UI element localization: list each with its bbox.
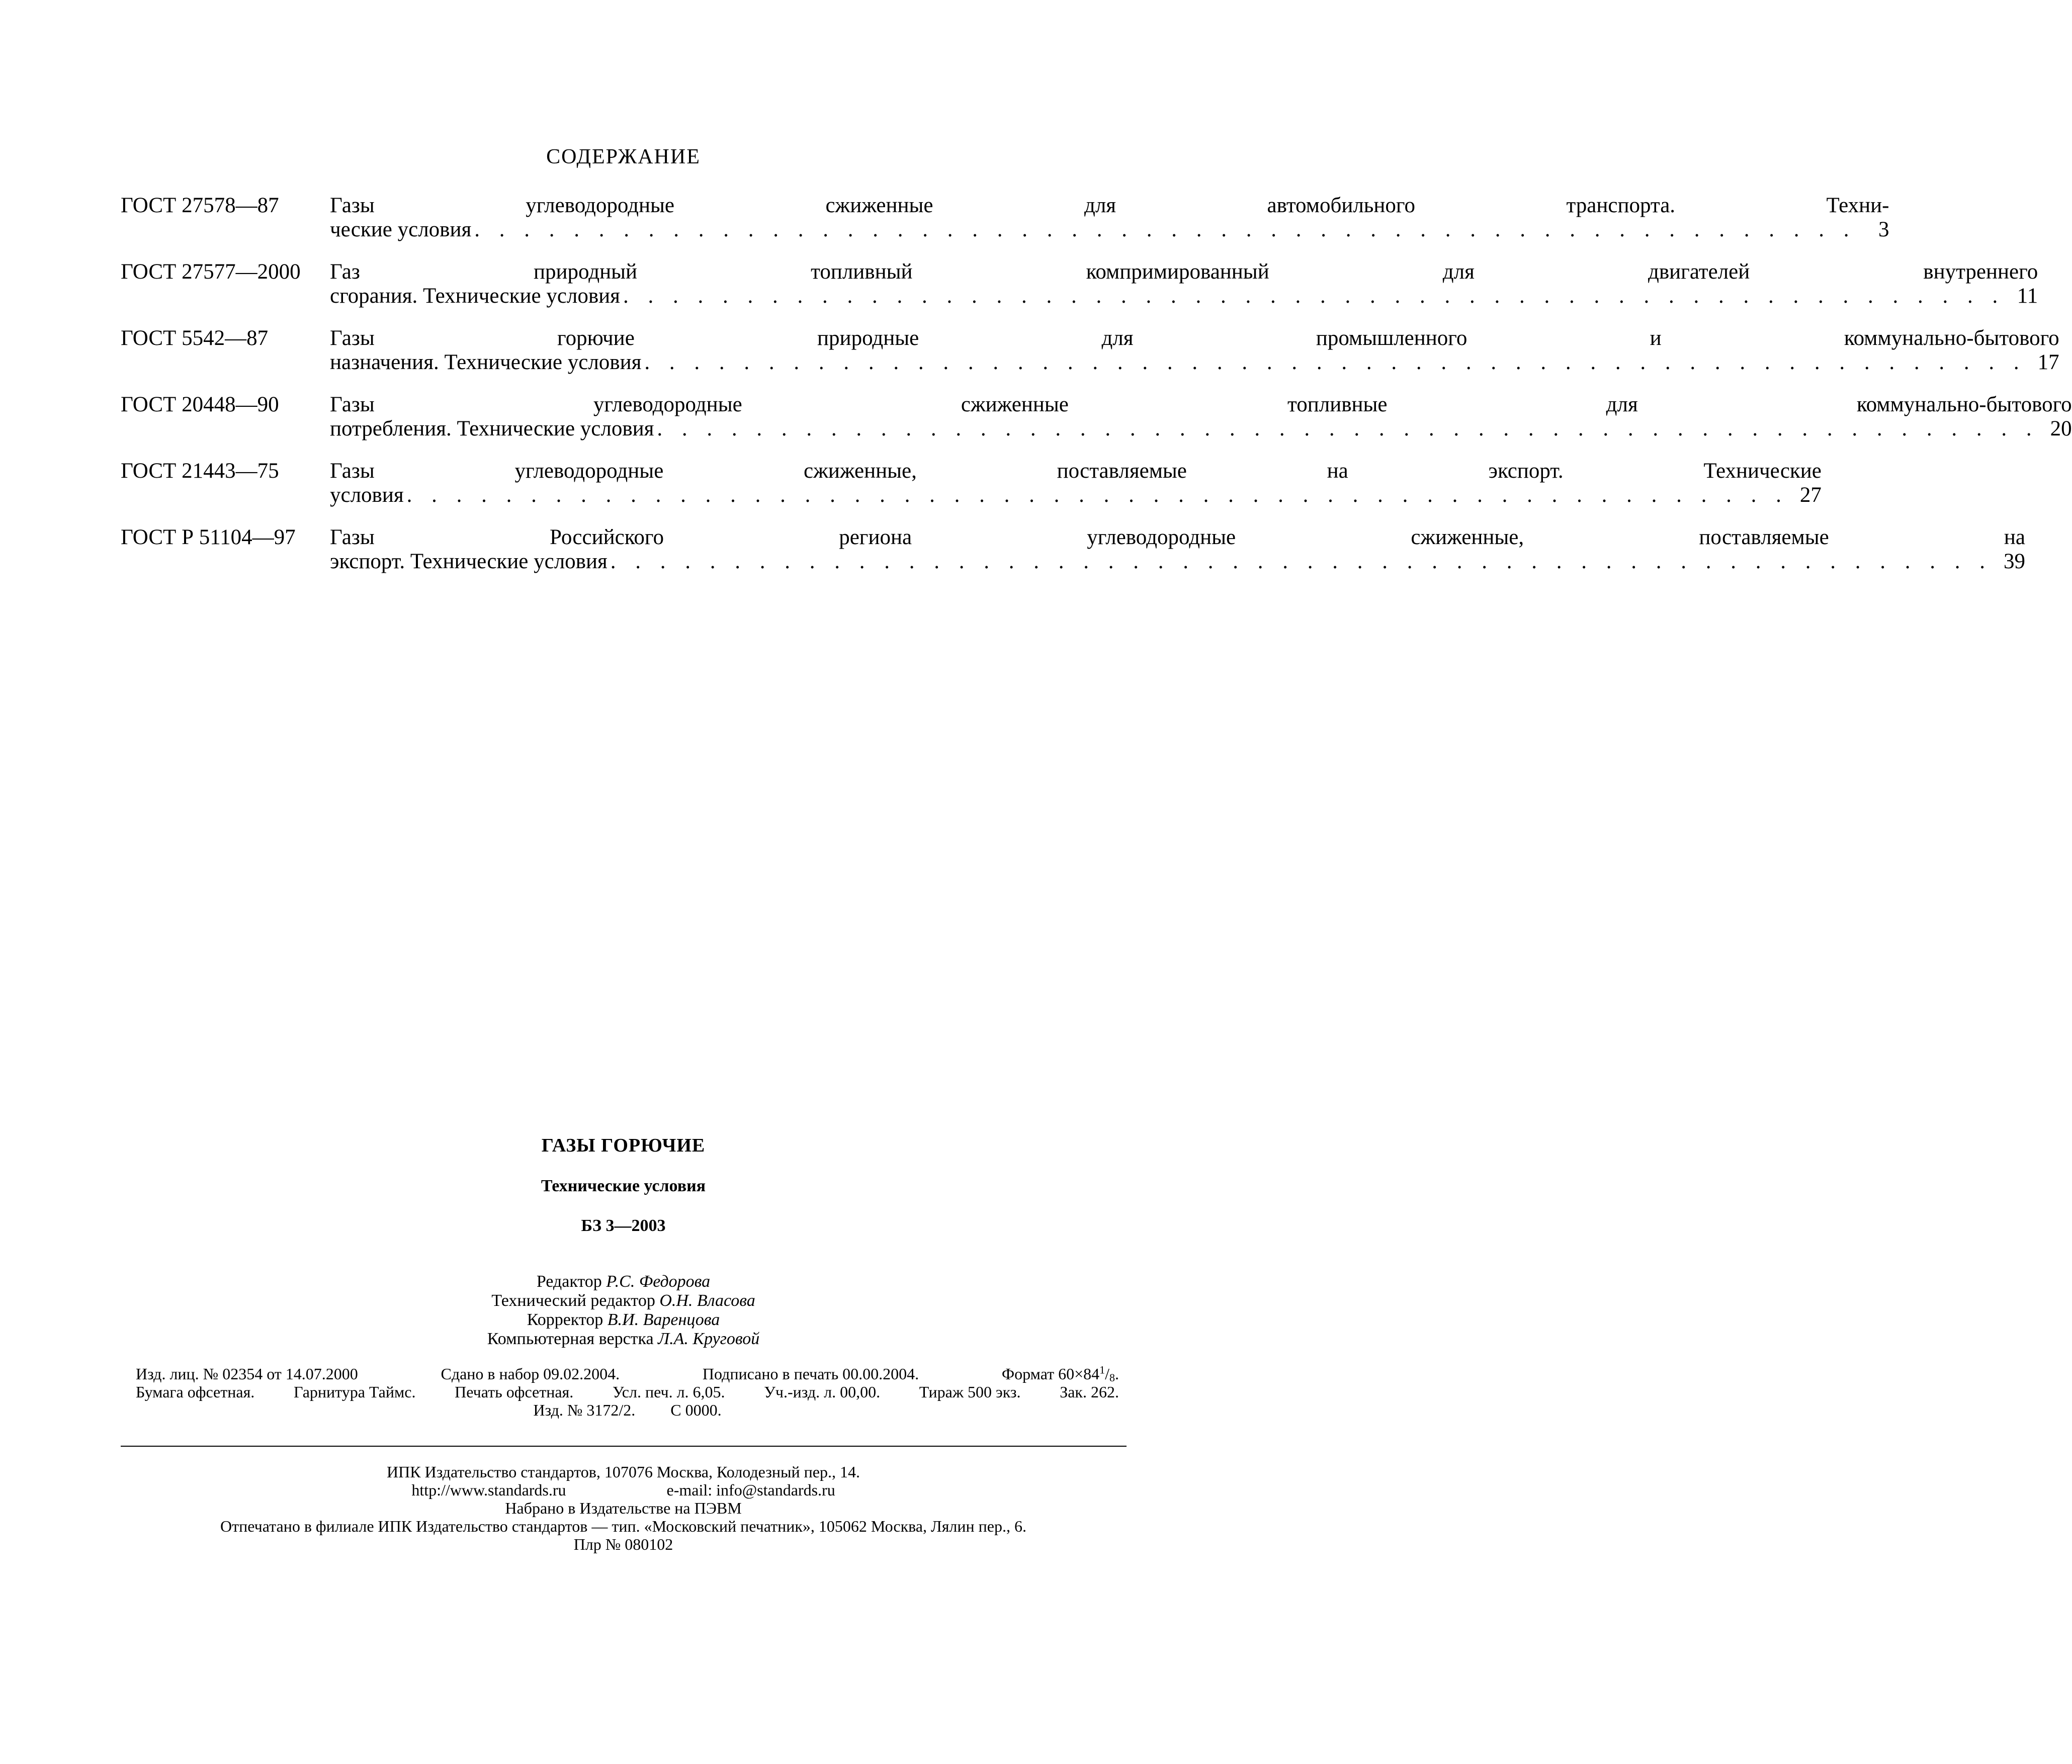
entry-title-last-line bbox=[330, 417, 2072, 441]
dot-leader: . . . . . . . . . . . . . . . . . . . . . . . . . . . . . . . . . . . . . . . . . . . . . . . . . . . . . . . . bbox=[657, 417, 2039, 440]
entry-title-last-line bbox=[330, 284, 2038, 308]
license: Изд. лиц. № 02354 от 14.07.2000 bbox=[136, 1365, 358, 1383]
print-sheets: Усл. печ. л. 6,05. bbox=[612, 1383, 725, 1401]
staff-name: Р.С. Федорова bbox=[606, 1272, 711, 1291]
standard-code: ГОСТ 5542—87 bbox=[121, 326, 269, 350]
page-number: 20 bbox=[2050, 417, 2072, 440]
printing: Печать офсетная. bbox=[455, 1383, 574, 1401]
format-prefix: Формат 60×84 bbox=[1001, 1365, 1100, 1383]
staff-role: Технический редактор bbox=[491, 1291, 655, 1310]
entry-title bbox=[330, 459, 1822, 507]
entry-title bbox=[330, 260, 2038, 308]
contents-entry bbox=[121, 326, 2059, 375]
contents-heading: СОДЕРЖАНИЕ bbox=[546, 145, 701, 168]
staff-row bbox=[0, 1272, 1247, 1291]
circulation: Тираж 500 экз. bbox=[919, 1383, 1021, 1401]
divider bbox=[121, 1446, 1127, 1447]
staff-role: Редактор bbox=[536, 1272, 602, 1291]
entry-title-last-line bbox=[330, 550, 2025, 574]
format-sub: 8 bbox=[1109, 1371, 1115, 1384]
entry-title bbox=[330, 525, 2025, 574]
staff-role: Компьютерная верстка bbox=[487, 1330, 654, 1348]
dot-leader: . . . . . . . . . . . . . . . . . . . . . . . . . . . . . . . . . . . . . . . . . . . . . . . . . . . . . . . . bbox=[623, 284, 2005, 308]
staff-role: Корректор bbox=[527, 1310, 603, 1329]
standard-code: ГОСТ Р 51104—97 bbox=[121, 525, 296, 549]
entry-title-line: Газ природный топливный компримированный для двигателей внутреннего bbox=[330, 260, 2038, 284]
publication-row bbox=[136, 1365, 1119, 1383]
staff-list bbox=[0, 1272, 1247, 1349]
c-code: С 0000. bbox=[670, 1401, 722, 1419]
imprint-subtitle: Технические условия bbox=[541, 1177, 706, 1195]
paper: Бумага офсетная. bbox=[136, 1383, 255, 1401]
printer-info bbox=[0, 1463, 1247, 1553]
publication-row bbox=[136, 1383, 1119, 1401]
publisher-address: ИПК Издательство стандартов, 107076 Москва, Колодезный пер., 14. bbox=[387, 1463, 860, 1481]
staff-name: О.Н. Власова bbox=[659, 1291, 755, 1310]
entry-title-last-line bbox=[330, 483, 1822, 507]
format: Формат $60\times 84^1/8$. bbox=[1001, 1363, 1119, 1384]
dot-leader: . . . . . . . . . . . . . . . . . . . . . . . . . . . . . . . . . . . . . . . . . . . . . . . . . . . . . . . . bbox=[474, 218, 1856, 241]
edition-number: Изд. № 3172/2. bbox=[533, 1401, 636, 1419]
staff-name: В.И. Варенцова bbox=[607, 1310, 720, 1329]
imprint-code: БЗ 3—2003 bbox=[581, 1216, 666, 1235]
entry-title bbox=[330, 393, 2072, 441]
entry-title-last-line bbox=[330, 218, 1889, 242]
page-number: 27 bbox=[1799, 483, 1822, 507]
entry-title-last-line bbox=[330, 350, 2059, 375]
typeset-date: Сдано в набор 09.02.2004. bbox=[441, 1365, 620, 1383]
contents-entry bbox=[121, 525, 2026, 574]
entry-title-line: сгорания. Технические условия bbox=[330, 284, 620, 308]
standard-code: ГОСТ 27578—87 bbox=[121, 194, 279, 217]
page-number: 11 bbox=[2017, 284, 2038, 308]
page-number: 39 bbox=[2004, 550, 2026, 573]
contents-entry bbox=[121, 194, 1889, 242]
staff-name: Л.А. Круговой bbox=[658, 1330, 760, 1348]
contents-entry bbox=[121, 459, 1822, 507]
publication-row bbox=[136, 1401, 1119, 1419]
staff-row bbox=[0, 1310, 1247, 1330]
entry-title-line: Газы Российского региона углеводородные сжиженные, поставляемые на bbox=[330, 525, 2026, 549]
order: Зак. 262. bbox=[1060, 1383, 1119, 1401]
staff-row bbox=[0, 1330, 1247, 1349]
dot-leader: . . . . . . . . . . . . . . . . . . . . . . . . . . . . . . . . . . . . . . . . . . . . . . . . . . . . . . . . bbox=[406, 483, 1788, 507]
signed-date: Подписано в печать 00.00.2004. bbox=[702, 1365, 919, 1383]
page-number: 17 bbox=[2037, 350, 2059, 374]
typeset-note: Набрано в Издательстве на ПЭВМ bbox=[505, 1499, 742, 1517]
format-suffix: . bbox=[1115, 1365, 1119, 1383]
plr-number: Плр № 080102 bbox=[573, 1535, 673, 1553]
format-sup: 1 bbox=[1099, 1363, 1105, 1376]
entry-title-line: назначения. Технические условия bbox=[330, 350, 642, 374]
publication-details bbox=[136, 1365, 1119, 1419]
standard-code: ГОСТ 27577—2000 bbox=[121, 260, 301, 284]
entry-title-line: Газы углеводородные сжиженные топливные для коммунально-бытового bbox=[330, 393, 2072, 416]
email: e-mail: info@standards.ru bbox=[666, 1481, 835, 1499]
typeface: Гарнитура Таймс. bbox=[293, 1383, 416, 1401]
entry-title-line: ческие условия bbox=[330, 218, 472, 241]
entry-title-line: экспорт. Технические условия bbox=[330, 550, 608, 573]
printed-at: Отпечатано в филиале ИПК Издательство стандартов — тип. «Московский печатник», 105062 Москва, Лялин пер., 6. bbox=[220, 1517, 1026, 1535]
dot-leader: . . . . . . . . . . . . . . . . . . . . . . . . . . . . . . . . . . . . . . . . . . . . . . . . . . . . . . . . bbox=[610, 550, 1993, 573]
contact-row bbox=[0, 1481, 1247, 1499]
contents-entry bbox=[121, 393, 2072, 441]
entry-title-line: Газы углеводородные сжиженные, поставляемые на экспорт. Технические bbox=[330, 459, 1822, 483]
website-url: http://www.standards.ru bbox=[411, 1481, 566, 1499]
staff-row bbox=[0, 1291, 1247, 1310]
entry-title bbox=[330, 194, 1889, 242]
contents-entry bbox=[121, 260, 2038, 308]
entry-title-line: Газы горючие природные для промышленного и коммунально-бытового bbox=[330, 326, 2059, 350]
standard-code: ГОСТ 21443—75 bbox=[121, 459, 279, 483]
imprint-title: ГАЗЫ ГОРЮЧИЕ bbox=[541, 1135, 706, 1156]
page-number: 3 bbox=[1878, 218, 1889, 241]
contents-list bbox=[121, 194, 2072, 592]
dot-leader: . . . . . . . . . . . . . . . . . . . . . . . . . . . . . . . . . . . . . . . . . . . . . . . . . . . . . . . . bbox=[644, 350, 2026, 374]
standard-code: ГОСТ 20448—90 bbox=[121, 393, 279, 416]
pub-sheets: Уч.-изд. л. 00,00. bbox=[764, 1383, 881, 1401]
entry-title bbox=[330, 326, 2059, 375]
entry-title-line: потребления. Технические условия bbox=[330, 417, 654, 440]
entry-title-line: условия bbox=[330, 483, 404, 507]
entry-title-line: Газы углеводородные сжиженные для автомобильного транспорта. Техни- bbox=[330, 194, 1889, 217]
